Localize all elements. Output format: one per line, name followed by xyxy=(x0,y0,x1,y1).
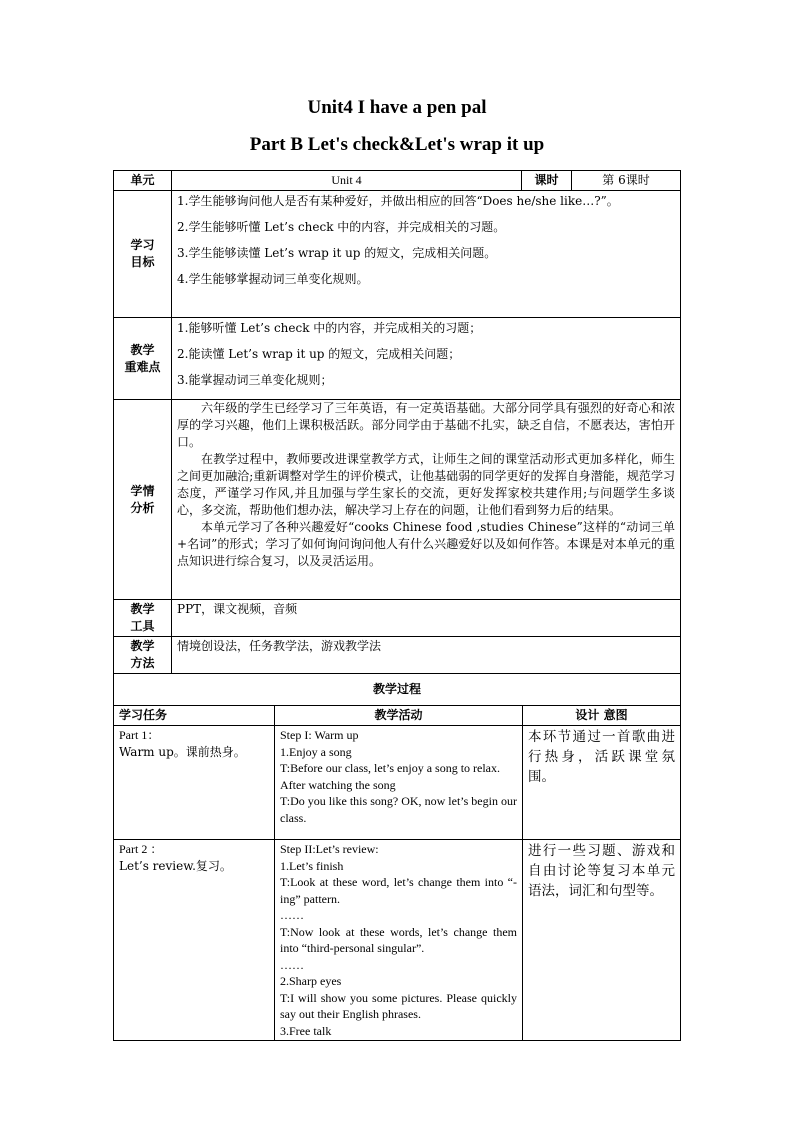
page-subtitle: Part B Let's check&Let's wrap it up xyxy=(249,134,545,155)
unit-label: 单元 xyxy=(114,171,172,191)
key-points-label: 教学 重难点 xyxy=(114,318,172,400)
activity-line: T:Now look at these words, let’s change them into “third-personal singular”. xyxy=(280,924,517,955)
intent-cell: 进行一些习题、游戏和自由讨论等复习本单元语法，词汇和句型等。 xyxy=(523,840,681,1041)
task-desc: Let’s review.复习。 xyxy=(119,859,232,873)
activity-line: T:Before our class, let’s enjoy a song to relax. xyxy=(280,761,501,775)
objective-item: 1.学生能够询问他人是否有某种爱好，并做出相应的回答“Does he/she like…?”。 xyxy=(177,194,619,208)
process-heading: 教学过程 xyxy=(114,674,681,706)
key-point-item: 2.能读懂 Let’s wrap it up 的短文，完成相关问题； xyxy=(177,347,461,361)
lesson-plan-table xyxy=(113,170,681,706)
activity-line: T:I will show you some pictures. Please quickly say out their English phrases. xyxy=(280,990,517,1021)
analysis-label: 学情 分析 xyxy=(114,400,172,600)
activity-line: …… xyxy=(280,908,304,922)
task-title: Part 1： xyxy=(119,728,160,742)
activity-line: T:Look at these word, let’s change them into “-ing” pattern. xyxy=(280,875,517,906)
tools-label: 教学 工具 xyxy=(114,600,172,637)
objectives-row xyxy=(114,191,681,318)
task-cell xyxy=(114,726,275,840)
col-task-header: 学习任务 xyxy=(114,706,275,726)
lesson-value: 第 6课时 xyxy=(572,171,681,191)
activity-line: 1.Enjoy a song xyxy=(280,744,352,759)
tools-row xyxy=(114,600,681,637)
activity-line: 2.Sharp eyes xyxy=(280,974,342,988)
activity-line: …… xyxy=(280,957,304,972)
methods-row xyxy=(114,637,681,674)
analysis-paragraph: 在教学过程中，教师要改进课堂教学方式，让师生之间的课堂活动形式更加多样化，师生之间更加融洽;重新调整对学生的评价模式，让他基础弱的同学更好的发挥自身潜能，规范学习态度，严谨学习作风,并且加强与学生家长的交流，更好发挥家校共建作用;与问题学生多谈心，多交流，帮助他们想办法，解决学习上存在的问题，让他们看到努力后的结果。 xyxy=(177,452,675,517)
activity-line: T:Do you like this song? OK, now let’s begin our class. xyxy=(280,794,517,825)
objective-item: 2.学生能够听懂 Let’s check 中的内容，并完成相关的习题。 xyxy=(177,220,506,234)
process-heading-row xyxy=(114,674,681,706)
objectives-label: 学习 目标 xyxy=(114,191,172,318)
table-row xyxy=(114,840,681,1041)
lesson-label: 课时 xyxy=(522,171,572,191)
objective-item: 3.学生能够读懂 Let’s wrap it up 的短文，完成相关问题。 xyxy=(177,246,497,260)
methods-label: 教学 方法 xyxy=(114,637,172,674)
col-intent-header: 设计 意图 xyxy=(523,706,681,726)
activity-cell xyxy=(275,726,523,840)
process-header-row xyxy=(114,706,681,726)
tools-value: PPT，课文视频，音频 xyxy=(172,600,681,637)
activity-cell xyxy=(275,840,523,1041)
analysis-paragraph: 六年级的学生已经学习了三年英语，有一定英语基础。大部分同学具有强烈的好奇心和浓厚的学习兴趣，他们上课积极活跃。部分同学由于基础不扎实，缺乏自信，不愿表达，害怕开口。 xyxy=(177,401,675,449)
page-title: Unit4 I have a pen pal xyxy=(307,97,487,118)
task-title: Part 2 ： xyxy=(119,842,163,856)
analysis-row xyxy=(114,400,681,600)
task-cell xyxy=(114,840,275,1041)
key-points-row xyxy=(114,318,681,400)
methods-value: 情境创设法，任务教学法，游戏教学法 xyxy=(172,637,681,674)
unit-value: Unit 4 xyxy=(172,171,522,191)
table-row xyxy=(114,726,681,840)
activity-line: Step I: Warm up xyxy=(280,728,359,742)
key-point-item: 1.能够听懂 Let’s check 中的内容，并完成相关的习题； xyxy=(177,321,482,335)
objectives-content xyxy=(172,191,681,318)
key-point-item: 3.能掌握动词三单变化规则； xyxy=(177,373,333,387)
intent-cell: 本环节通过一首歌曲进行热身，活跃课堂氛围。 xyxy=(523,726,681,840)
process-table xyxy=(113,705,681,1041)
analysis-content xyxy=(172,400,681,600)
activity-line: 3.Free talk xyxy=(280,1023,332,1038)
activity-line: After watching the song xyxy=(280,777,396,792)
info-row xyxy=(114,171,681,191)
task-desc: Warm up。课前热身。 xyxy=(119,745,246,759)
key-points-content xyxy=(172,318,681,400)
col-activity-header: 教学活动 xyxy=(275,706,523,726)
analysis-paragraph: 本单元学习了各种兴趣爱好“cooks Chinese food ,studies Chinese”这样的“动词三单+名词”的形式；学习了如何询问询问他人有什么兴趣爱好以及如何作答。本课是对本单元的重点知识进行综合复习，以及灵活运用。 xyxy=(177,520,675,568)
activity-line: 1.Let’s finish xyxy=(280,858,344,873)
activity-line: Step II:Let’s review: xyxy=(280,842,379,856)
objective-item: 4.学生能够掌握动词三单变化规则。 xyxy=(177,272,369,286)
